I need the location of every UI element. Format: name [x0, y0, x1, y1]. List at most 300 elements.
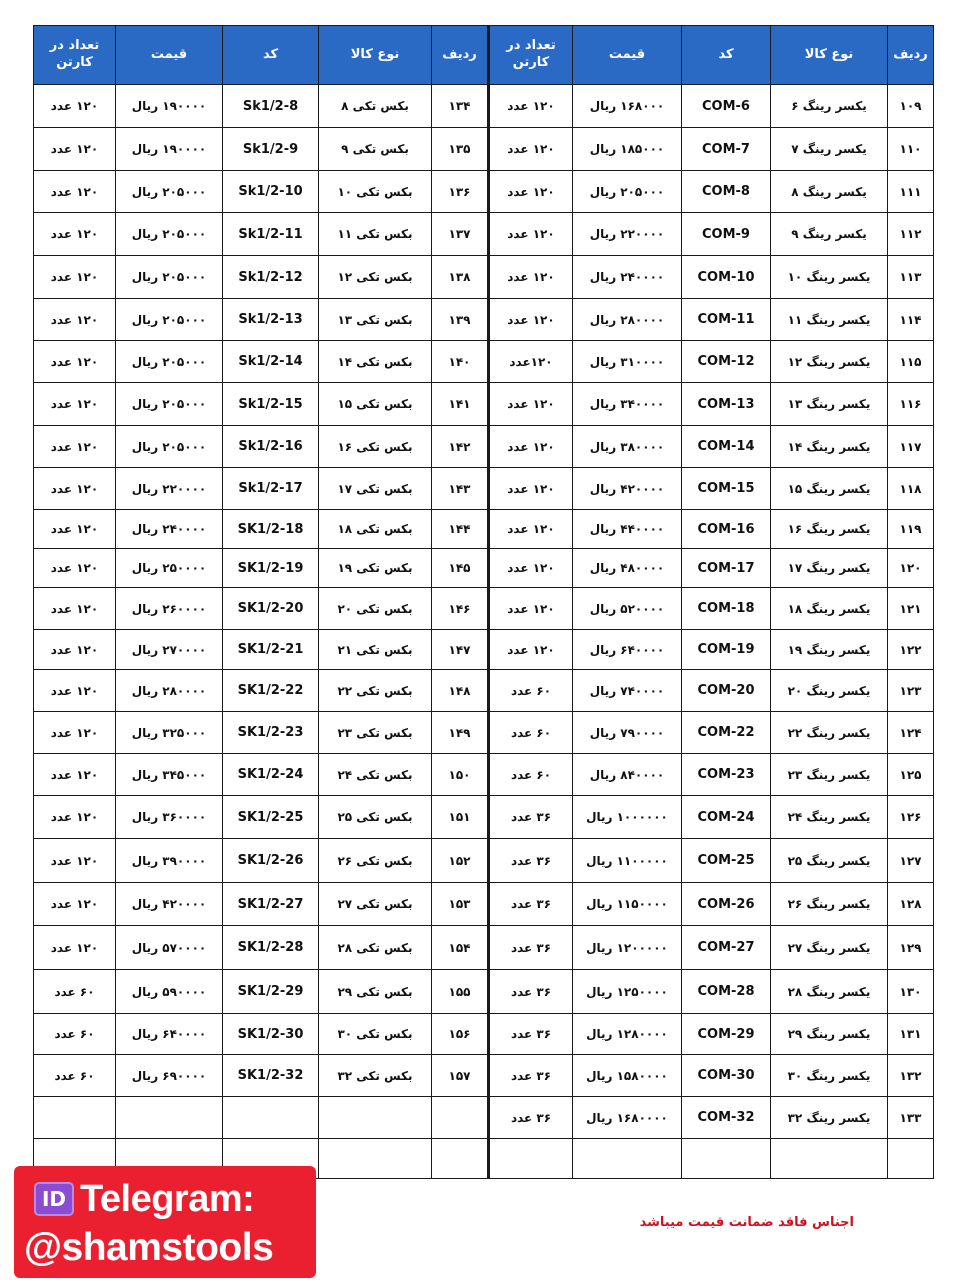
- row-index-cell: ۱۱۲: [888, 213, 934, 256]
- price-cell: ۶۴۰۰۰۰ ریال: [573, 630, 682, 670]
- carton-qty-cell: ۱۲۰ عدد: [34, 213, 116, 256]
- code-cell: COM-22: [682, 712, 771, 754]
- carton-qty-cell: ۶۰ عدد: [34, 1055, 116, 1097]
- item-type-cell: بکس تکی ۲۱: [319, 630, 432, 670]
- carton-qty-cell: ۱۲۰ عدد: [34, 712, 116, 754]
- table-row: [34, 1014, 934, 1055]
- price-cell: ۱۲۰۰۰۰۰ ریال: [573, 926, 682, 970]
- table-row: [34, 383, 934, 426]
- carton-qty-cell: ۳۶ عدد: [489, 1097, 573, 1139]
- price-cell: ۳۶۰۰۰۰ ریال: [116, 796, 223, 839]
- code-cell: SK1/2-24: [223, 754, 319, 796]
- row-index-cell: ۱۳۲: [888, 1055, 934, 1097]
- carton-qty-cell: ۱۲۰ عدد: [489, 510, 573, 549]
- table-row: [34, 883, 934, 926]
- price-cell: ۸۴۰۰۰۰ ریال: [573, 754, 682, 796]
- carton-qty-cell: ۱۲۰ عدد: [34, 510, 116, 549]
- code-cell: Sk1/2-12: [223, 256, 319, 299]
- item-type-cell: یکسر رینگ ۳۰: [771, 1055, 888, 1097]
- code-cell: SK1/2-28: [223, 926, 319, 970]
- item-type-cell: یکسر رینگ ۱۰: [771, 256, 888, 299]
- table-row: [34, 510, 934, 549]
- carton-qty-cell: ۱۲۰ عدد: [34, 549, 116, 588]
- table-row: [34, 85, 934, 128]
- price-cell: ۲۰۵۰۰۰ ریال: [116, 426, 223, 468]
- table-row: [34, 630, 934, 670]
- code-cell: COM-13: [682, 383, 771, 426]
- price-cell: ۳۹۰۰۰۰ ریال: [116, 839, 223, 883]
- item-type-cell: بکس تکی ۲۷: [319, 883, 432, 926]
- code-cell: SK1/2-19: [223, 549, 319, 588]
- row-index-cell: ۱۳۹: [432, 299, 489, 341]
- carton-qty-cell: ۳۶ عدد: [489, 926, 573, 970]
- row-index-cell: ۱۴۳: [432, 468, 489, 510]
- code-cell: Sk1/2-10: [223, 171, 319, 213]
- row-index-cell: ۱۳۶: [432, 171, 489, 213]
- item-type-cell: بکس تکی ۲۵: [319, 796, 432, 839]
- table-row: [34, 588, 934, 630]
- table-row: [34, 341, 934, 383]
- price-disclaimer-note: اجناس فاقد ضمانت قیمت میباشد: [639, 1215, 854, 1230]
- row-index-cell: ۱۱۱: [888, 171, 934, 213]
- item-type-cell: یکسر رینگ ۸: [771, 171, 888, 213]
- carton-qty-cell: ۱۲۰ عدد: [34, 588, 116, 630]
- price-cell: ۲۰۵۰۰۰ ریال: [116, 171, 223, 213]
- carton-qty-cell: ۱۲۰ عدد: [34, 171, 116, 213]
- row-index-cell: [432, 1097, 489, 1139]
- row-index-cell: ۱۴۴: [432, 510, 489, 549]
- row-index-cell: ۱۱۰: [888, 128, 934, 171]
- row-index-cell: ۱۱۳: [888, 256, 934, 299]
- price-cell: ۶۹۰۰۰۰ ریال: [116, 1055, 223, 1097]
- item-type-cell: بکس تکی ۲۲: [319, 670, 432, 712]
- row-index-cell: ۱۵۳: [432, 883, 489, 926]
- code-cell: SK1/2-22: [223, 670, 319, 712]
- item-type-cell: بکس تکی ۱۰: [319, 171, 432, 213]
- carton-qty-cell: ۱۲۰ عدد: [34, 426, 116, 468]
- row-index-cell: ۱۳۳: [888, 1097, 934, 1139]
- row-index-cell: ۱۵۰: [432, 754, 489, 796]
- code-cell: Sk1/2-16: [223, 426, 319, 468]
- row-index-cell: ۱۳۴: [432, 85, 489, 128]
- carton-qty-cell: ۳۶ عدد: [489, 1014, 573, 1055]
- carton-qty-cell: ۱۲۰ عدد: [34, 128, 116, 171]
- row-index-cell: ۱۵۱: [432, 796, 489, 839]
- row-index-cell: ۱۳۱: [888, 1014, 934, 1055]
- price-cell: ۲۷۰۰۰۰ ریال: [116, 630, 223, 670]
- carton-qty-cell: ۳۶ عدد: [489, 883, 573, 926]
- code-cell: COM-29: [682, 1014, 771, 1055]
- header-item-type-left: نوع کالا: [319, 26, 432, 85]
- item-type-cell: بکس تکی ۱۵: [319, 383, 432, 426]
- item-type-cell: بکس تکی ۱۳: [319, 299, 432, 341]
- price-cell: ۲۸۰۰۰۰ ریال: [116, 670, 223, 712]
- code-cell: COM-32: [682, 1097, 771, 1139]
- row-index-cell: ۱۲۸: [888, 883, 934, 926]
- row-index-cell: ۱۲۷: [888, 839, 934, 883]
- table-row: [34, 171, 934, 213]
- code-cell: COM-11: [682, 299, 771, 341]
- telegram-handle: @shamstools: [24, 1226, 274, 1269]
- price-cell: ۱۶۸۰۰۰ ریال: [573, 85, 682, 128]
- carton-qty-cell: ۶۰ عدد: [489, 712, 573, 754]
- item-type-cell: بکس تکی ۲۴: [319, 754, 432, 796]
- item-type-cell: یکسر رینگ ۲۷: [771, 926, 888, 970]
- price-cell: ۴۸۰۰۰۰ ریال: [573, 549, 682, 588]
- carton-qty-cell: [34, 1097, 116, 1139]
- item-type-cell: یکسر رینگ ۱۸: [771, 588, 888, 630]
- price-cell: ۱۱۵۰۰۰۰ ریال: [573, 883, 682, 926]
- row-index-cell: ۱۴۶: [432, 588, 489, 630]
- code-cell: Sk1/2-15: [223, 383, 319, 426]
- code-cell: COM-6: [682, 85, 771, 128]
- header-row-index-left: ردیف: [432, 26, 489, 85]
- carton-qty-cell: ۳۶ عدد: [489, 970, 573, 1014]
- carton-qty-cell: ۱۲۰ عدد: [34, 883, 116, 926]
- price-cell: ۳۸۰۰۰۰ ریال: [573, 426, 682, 468]
- item-type-cell: یکسر رینگ ۶: [771, 85, 888, 128]
- table-row: [34, 213, 934, 256]
- code-cell: COM-20: [682, 670, 771, 712]
- carton-qty-cell: ۱۲۰ عدد: [34, 754, 116, 796]
- code-cell: COM-19: [682, 630, 771, 670]
- price-cell: ۱۹۰۰۰۰ ریال: [116, 85, 223, 128]
- carton-qty-cell: ۱۲۰ عدد: [489, 299, 573, 341]
- carton-qty-cell: ۱۲۰ عدد: [489, 383, 573, 426]
- code-cell: COM-10: [682, 256, 771, 299]
- header-item-type-right: نوع کالا: [771, 26, 888, 85]
- price-cell: ۱۶۸۰۰۰۰ ریال: [573, 1097, 682, 1139]
- price-cell: [573, 1139, 682, 1179]
- carton-qty-cell: ۱۲۰ عدد: [34, 341, 116, 383]
- item-type-cell: یکسر رینگ ۱۵: [771, 468, 888, 510]
- row-index-cell: ۱۳۷: [432, 213, 489, 256]
- item-type-cell: بکس تکی ۱۱: [319, 213, 432, 256]
- table-row: [34, 926, 934, 970]
- code-cell: SK1/2-32: [223, 1055, 319, 1097]
- price-cell: ۲۰۵۰۰۰ ریال: [116, 383, 223, 426]
- carton-qty-cell: ۱۲۰ عدد: [489, 426, 573, 468]
- code-cell: COM-14: [682, 426, 771, 468]
- item-type-cell: یکسر رینگ ۲۸: [771, 970, 888, 1014]
- code-cell: COM-23: [682, 754, 771, 796]
- code-cell: Sk1/2-11: [223, 213, 319, 256]
- item-type-cell: بکس تکی ۲۶: [319, 839, 432, 883]
- price-cell: ۲۶۰۰۰۰ ریال: [116, 588, 223, 630]
- code-cell: Sk1/2-14: [223, 341, 319, 383]
- carton-qty-cell: ۳۶ عدد: [489, 796, 573, 839]
- item-type-cell: بکس تکی ۲۰: [319, 588, 432, 630]
- price-cell: ۵۷۰۰۰۰ ریال: [116, 926, 223, 970]
- price-table: [33, 25, 934, 1179]
- code-cell: COM-28: [682, 970, 771, 1014]
- row-index-cell: ۱۵۵: [432, 970, 489, 1014]
- row-index-cell: ۱۵۴: [432, 926, 489, 970]
- item-type-cell: یکسر رینگ ۱۲: [771, 341, 888, 383]
- item-type-cell: بکس تکی ۱۲: [319, 256, 432, 299]
- item-type-cell: یکسر رینگ ۲۲: [771, 712, 888, 754]
- code-cell: COM-17: [682, 549, 771, 588]
- price-cell: ۴۲۰۰۰۰ ریال: [116, 883, 223, 926]
- row-index-cell: ۱۵۷: [432, 1055, 489, 1097]
- row-index-cell: ۱۴۸: [432, 670, 489, 712]
- carton-qty-cell: ۱۲۰ عدد: [489, 171, 573, 213]
- item-type-cell: بکس تکی ۳۰: [319, 1014, 432, 1055]
- price-cell: [116, 1097, 223, 1139]
- carton-qty-cell: ۱۲۰ عدد: [34, 299, 116, 341]
- item-type-cell: بکس تکی ۱۹: [319, 549, 432, 588]
- table-row: [34, 670, 934, 712]
- row-index-cell: ۱۳۸: [432, 256, 489, 299]
- price-cell: ۱۱۰۰۰۰۰ ریال: [573, 839, 682, 883]
- price-cell: ۱۸۵۰۰۰ ریال: [573, 128, 682, 171]
- item-type-cell: [771, 1139, 888, 1179]
- table-row: [34, 796, 934, 839]
- row-index-cell: ۱۳۰: [888, 970, 934, 1014]
- carton-qty-cell: ۱۲۰ عدد: [489, 85, 573, 128]
- code-cell: Sk1/2-13: [223, 299, 319, 341]
- table-row: [34, 712, 934, 754]
- price-cell: ۲۰۵۰۰۰ ریال: [116, 341, 223, 383]
- row-index-cell: ۱۱۹: [888, 510, 934, 549]
- table-body: [34, 85, 934, 1179]
- code-cell: COM-12: [682, 341, 771, 383]
- code-cell: COM-24: [682, 796, 771, 839]
- item-type-cell: بکس تکی ۲۳: [319, 712, 432, 754]
- header-carton-qty-right: تعداد در کارتن: [489, 26, 573, 85]
- carton-qty-cell: ۱۲۰ عدد: [34, 796, 116, 839]
- table-header-row: [34, 26, 934, 85]
- carton-qty-cell: ۶۰ عدد: [34, 1014, 116, 1055]
- telegram-badge-line: [24, 1174, 306, 1224]
- item-type-cell: یکسر رینگ ۳۲: [771, 1097, 888, 1139]
- carton-qty-cell: ۱۲۰ عدد: [34, 839, 116, 883]
- item-type-cell: یکسر رینگ ۲۳: [771, 754, 888, 796]
- row-index-cell: ۱۳۵: [432, 128, 489, 171]
- table-row: [34, 299, 934, 341]
- item-type-cell: بکس تکی ۱۶: [319, 426, 432, 468]
- carton-qty-cell: ۱۲۰ عدد: [489, 468, 573, 510]
- code-cell: Sk1/2-17: [223, 468, 319, 510]
- carton-qty-cell: [489, 1139, 573, 1179]
- price-cell: ۵۲۰۰۰۰ ریال: [573, 588, 682, 630]
- carton-qty-cell: ۱۲۰عدد: [489, 341, 573, 383]
- row-index-cell: ۱۴۰: [432, 341, 489, 383]
- table-row: [34, 839, 934, 883]
- item-type-cell: یکسر رینگ ۲۴: [771, 796, 888, 839]
- table-row: [34, 754, 934, 796]
- carton-qty-cell: ۶۰ عدد: [489, 670, 573, 712]
- code-cell: COM-25: [682, 839, 771, 883]
- item-type-cell: یکسر رینگ ۲۹: [771, 1014, 888, 1055]
- carton-qty-cell: ۱۲۰ عدد: [489, 588, 573, 630]
- price-cell: ۷۹۰۰۰۰ ریال: [573, 712, 682, 754]
- carton-qty-cell: ۱۲۰ عدد: [34, 468, 116, 510]
- item-type-cell: یکسر رینگ ۱۳: [771, 383, 888, 426]
- carton-qty-cell: ۳۶ عدد: [489, 839, 573, 883]
- header-carton-qty-left: تعداد در کارتن: [34, 26, 116, 85]
- row-index-cell: ۱۴۱: [432, 383, 489, 426]
- row-index-cell: ۱۲۱: [888, 588, 934, 630]
- table-row: [34, 1097, 934, 1139]
- item-type-cell: یکسر رینگ ۱۴: [771, 426, 888, 468]
- header-code-left: کد: [223, 26, 319, 85]
- item-type-cell: بکس تکی ۱۴: [319, 341, 432, 383]
- item-type-cell: بکس تکی ۲۹: [319, 970, 432, 1014]
- table-row: [34, 256, 934, 299]
- code-cell: SK1/2-20: [223, 588, 319, 630]
- price-cell: ۵۹۰۰۰۰ ریال: [116, 970, 223, 1014]
- carton-qty-cell: ۱۲۰ عدد: [489, 256, 573, 299]
- row-index-cell: ۱۱۷: [888, 426, 934, 468]
- price-cell: ۴۲۰۰۰۰ ریال: [573, 468, 682, 510]
- code-cell: SK1/2-27: [223, 883, 319, 926]
- code-cell: [223, 1097, 319, 1139]
- price-cell: ۱۹۰۰۰۰ ریال: [116, 128, 223, 171]
- row-index-cell: ۱۲۲: [888, 630, 934, 670]
- code-cell: Sk1/2-9: [223, 128, 319, 171]
- table-row: [34, 549, 934, 588]
- carton-qty-cell: ۱۲۰ عدد: [34, 926, 116, 970]
- row-index-cell: ۱۲۴: [888, 712, 934, 754]
- row-index-cell: ۱۴۲: [432, 426, 489, 468]
- carton-qty-cell: ۱۲۰ عدد: [34, 256, 116, 299]
- row-index-cell: ۱۲۶: [888, 796, 934, 839]
- code-cell: SK1/2-21: [223, 630, 319, 670]
- item-type-cell: بکس تکی ۱۷: [319, 468, 432, 510]
- item-type-cell: بکس تکی ۸: [319, 85, 432, 128]
- item-type-cell: یکسر رینگ ۱۹: [771, 630, 888, 670]
- carton-qty-cell: ۱۲۰ عدد: [34, 85, 116, 128]
- row-index-cell: ۱۲۰: [888, 549, 934, 588]
- row-index-cell: ۱۵۲: [432, 839, 489, 883]
- row-index-cell: ۱۴۹: [432, 712, 489, 754]
- row-index-cell: ۱۴۷: [432, 630, 489, 670]
- row-index-cell: ۱۲۳: [888, 670, 934, 712]
- row-index-cell: ۱۵۶: [432, 1014, 489, 1055]
- carton-qty-cell: ۱۲۰ عدد: [489, 128, 573, 171]
- carton-qty-cell: ۱۲۰ عدد: [489, 549, 573, 588]
- row-index-cell: ۱۰۹: [888, 85, 934, 128]
- price-cell: ۲۲۰۰۰۰ ریال: [116, 468, 223, 510]
- header-row-index-right: ردیف: [888, 26, 934, 85]
- table-row: [34, 468, 934, 510]
- row-index-cell: ۱۱۴: [888, 299, 934, 341]
- code-cell: COM-18: [682, 588, 771, 630]
- code-cell: COM-30: [682, 1055, 771, 1097]
- code-cell: Sk1/2-8: [223, 85, 319, 128]
- row-index-cell: ۱۲۹: [888, 926, 934, 970]
- id-icon: ID: [34, 1182, 74, 1216]
- table-row: [34, 970, 934, 1014]
- price-cell: ۲۰۵۰۰۰ ریال: [116, 299, 223, 341]
- price-cell: ۷۴۰۰۰۰ ریال: [573, 670, 682, 712]
- item-type-cell: [319, 1139, 432, 1179]
- price-cell: ۳۲۵۰۰۰ ریال: [116, 712, 223, 754]
- item-type-cell: بکس تکی ۱۸: [319, 510, 432, 549]
- code-cell: SK1/2-23: [223, 712, 319, 754]
- code-cell: COM-16: [682, 510, 771, 549]
- price-cell: ۲۰۵۰۰۰ ریال: [116, 213, 223, 256]
- header-price-right: قیمت: [573, 26, 682, 85]
- code-cell: COM-7: [682, 128, 771, 171]
- header-code-right: کد: [682, 26, 771, 85]
- price-cell: ۱۲۸۰۰۰۰ ریال: [573, 1014, 682, 1055]
- item-type-cell: یکسر رینگ ۱۷: [771, 549, 888, 588]
- price-cell: ۴۴۰۰۰۰ ریال: [573, 510, 682, 549]
- code-cell: SK1/2-26: [223, 839, 319, 883]
- code-cell: COM-27: [682, 926, 771, 970]
- carton-qty-cell: ۱۲۰ عدد: [34, 630, 116, 670]
- row-index-cell: ۱۱۸: [888, 468, 934, 510]
- carton-qty-cell: ۶۰ عدد: [34, 970, 116, 1014]
- code-cell: [682, 1139, 771, 1179]
- item-type-cell: یکسر رینگ ۱۱: [771, 299, 888, 341]
- item-type-cell: یکسر رینگ ۹: [771, 213, 888, 256]
- code-cell: COM-26: [682, 883, 771, 926]
- carton-qty-cell: ۱۲۰ عدد: [489, 630, 573, 670]
- price-cell: ۲۴۰۰۰۰ ریال: [573, 256, 682, 299]
- table-row: [34, 426, 934, 468]
- item-type-cell: بکس تکی ۲۸: [319, 926, 432, 970]
- price-cell: ۱۰۰۰۰۰۰ ریال: [573, 796, 682, 839]
- item-type-cell: بکس تکی ۳۲: [319, 1055, 432, 1097]
- row-index-cell: [888, 1139, 934, 1179]
- price-cell: ۱۵۸۰۰۰۰ ریال: [573, 1055, 682, 1097]
- price-cell: ۲۰۵۰۰۰ ریال: [573, 171, 682, 213]
- price-cell: ۲۵۰۰۰۰ ریال: [116, 549, 223, 588]
- item-type-cell: بکس تکی ۹: [319, 128, 432, 171]
- carton-qty-cell: ۱۲۰ عدد: [489, 213, 573, 256]
- price-cell: ۲۲۰۰۰۰ ریال: [573, 213, 682, 256]
- item-type-cell: [319, 1097, 432, 1139]
- price-cell: ۱۲۵۰۰۰۰ ریال: [573, 970, 682, 1014]
- code-cell: SK1/2-18: [223, 510, 319, 549]
- carton-qty-cell: ۳۶ عدد: [489, 1055, 573, 1097]
- row-index-cell: ۱۴۵: [432, 549, 489, 588]
- price-cell: ۳۱۰۰۰۰ ریال: [573, 341, 682, 383]
- telegram-label: Telegram:: [80, 1177, 255, 1220]
- price-cell: ۶۴۰۰۰۰ ریال: [116, 1014, 223, 1055]
- row-index-cell: [432, 1139, 489, 1179]
- code-cell: SK1/2-29: [223, 970, 319, 1014]
- header-price-left: قیمت: [116, 26, 223, 85]
- row-index-cell: ۱۲۵: [888, 754, 934, 796]
- item-type-cell: یکسر رینگ ۲۰: [771, 670, 888, 712]
- table-row: [34, 1055, 934, 1097]
- carton-qty-cell: ۱۲۰ عدد: [34, 670, 116, 712]
- price-cell: ۳۴۰۰۰۰ ریال: [573, 383, 682, 426]
- item-type-cell: یکسر رینگ ۷: [771, 128, 888, 171]
- carton-qty-cell: ۱۲۰ عدد: [34, 383, 116, 426]
- item-type-cell: یکسر رینگ ۲۵: [771, 839, 888, 883]
- code-cell: COM-9: [682, 213, 771, 256]
- item-type-cell: یکسر رینگ ۲۶: [771, 883, 888, 926]
- telegram-badge: [14, 1166, 316, 1278]
- code-cell: SK1/2-30: [223, 1014, 319, 1055]
- code-cell: SK1/2-25: [223, 796, 319, 839]
- price-cell: ۲۰۵۰۰۰ ریال: [116, 256, 223, 299]
- row-index-cell: ۱۱۶: [888, 383, 934, 426]
- code-cell: COM-15: [682, 468, 771, 510]
- price-cell: ۲۸۰۰۰۰ ریال: [573, 299, 682, 341]
- row-index-cell: ۱۱۵: [888, 341, 934, 383]
- carton-qty-cell: ۶۰ عدد: [489, 754, 573, 796]
- price-cell: ۳۴۵۰۰۰ ریال: [116, 754, 223, 796]
- table-row: [34, 128, 934, 171]
- item-type-cell: یکسر رینگ ۱۶: [771, 510, 888, 549]
- code-cell: COM-8: [682, 171, 771, 213]
